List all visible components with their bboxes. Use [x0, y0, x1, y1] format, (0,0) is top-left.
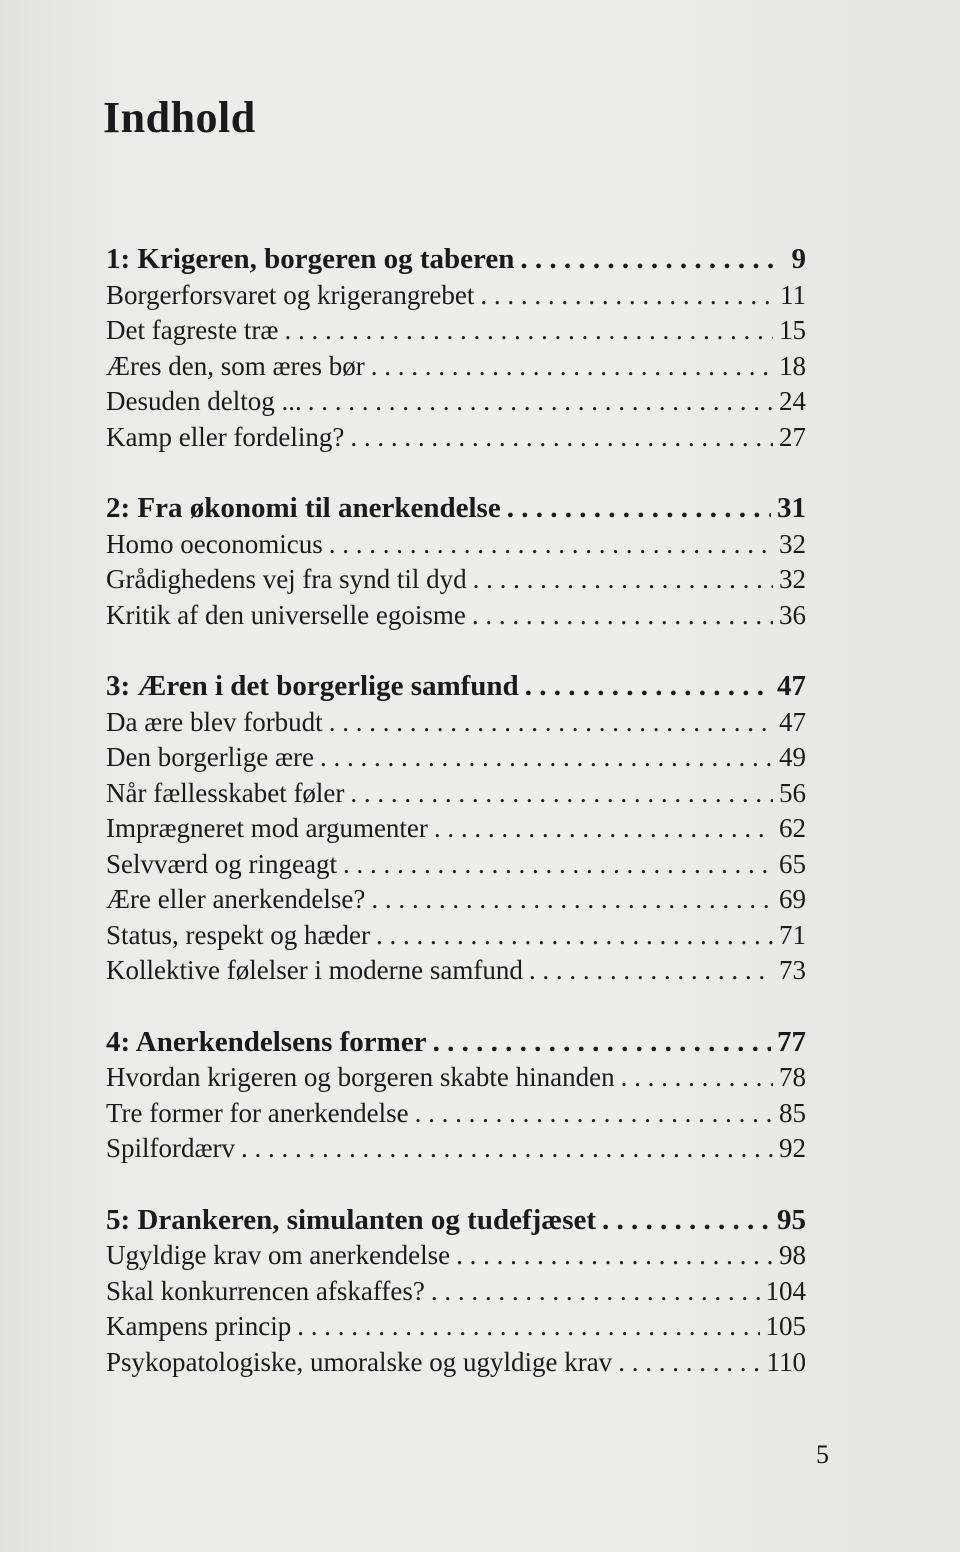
- toc-entry-title: Kamp eller fordeling?: [106, 421, 345, 452]
- toc-entry: [106, 562, 806, 598]
- toc-entry: [106, 882, 806, 918]
- toc-entry: [106, 278, 806, 314]
- toc-chapter-title: 3: Æren i det borgerlige samfund: [106, 670, 519, 702]
- toc-entry-title: Homo oeconomicus: [106, 528, 323, 559]
- toc-entry-title: Grådighedens vej fra synd til dyd: [106, 564, 467, 594]
- dot-leader: [320, 740, 773, 776]
- toc-entry: [106, 420, 806, 456]
- dot-leader: [329, 527, 773, 563]
- toc-page-number: 105: [765, 1311, 806, 1341]
- toc-page-number: 32: [779, 528, 806, 559]
- dot-leader: [507, 491, 771, 527]
- toc-page-number: 15: [779, 315, 806, 345]
- toc-page-number: 71: [779, 919, 806, 950]
- dot-leader: [520, 242, 776, 278]
- toc-entry: [106, 1060, 806, 1096]
- toc-page-number: 69: [779, 884, 806, 914]
- toc-section-5: [106, 1203, 806, 1381]
- toc-page-number: 32: [779, 564, 806, 594]
- dot-leader: [376, 918, 773, 954]
- toc-entry: [106, 953, 806, 989]
- toc-chapter-heading: [106, 1025, 806, 1061]
- toc-entry-title: Skal konkurrencen afskaffes?: [106, 1275, 425, 1306]
- toc-entry-title: Imprægneret mod argumenter: [106, 813, 428, 843]
- toc-entry: [106, 847, 806, 883]
- toc-entry: [106, 1131, 806, 1167]
- dot-leader: [241, 1131, 773, 1167]
- toc-page-number: 11: [780, 279, 806, 310]
- toc-entry-title: Selvværd og ringeagt: [106, 848, 337, 879]
- toc-page-number: 77: [777, 1025, 806, 1058]
- toc-page-number: 98: [779, 1240, 806, 1270]
- dot-leader: [371, 882, 773, 918]
- dot-leader: [329, 705, 773, 741]
- dot-leader: [525, 669, 771, 705]
- toc-chapter-title: 2: Fra økonomi til anerkendelse: [106, 492, 501, 524]
- page-number: 5: [816, 1440, 829, 1469]
- toc-entry: [106, 349, 806, 385]
- toc-entry: [106, 1345, 806, 1381]
- toc-page-number: 56: [779, 777, 806, 808]
- toc-page-number: 49: [779, 742, 806, 772]
- dot-leader: [529, 953, 773, 989]
- toc-entry: [106, 313, 806, 349]
- toc-entry-title: Ære eller anerkendelse?: [106, 884, 366, 914]
- dot-leader: [431, 1274, 760, 1310]
- toc-chapter-heading: [106, 669, 806, 705]
- toc-page-number: 104: [765, 1275, 806, 1306]
- toc-entry: [106, 918, 806, 954]
- toc-entry-title: Kritik af den universelle egoisme: [106, 599, 466, 630]
- dot-leader: [621, 1060, 773, 1096]
- toc-entry-title: Spilfordærv: [106, 1133, 236, 1163]
- toc-entry-title: Den borgerlige ære: [106, 742, 314, 772]
- toc-entry: [106, 1309, 806, 1345]
- toc-chapter-title: 5: Drankeren, simulanten og tudefjæset: [106, 1203, 597, 1236]
- toc-page-number: 31: [777, 492, 806, 524]
- toc-page-number: 47: [779, 706, 806, 737]
- toc-entry-title: Borgerforsvaret og krigerangrebet: [106, 279, 475, 310]
- toc-entry: [106, 1274, 806, 1310]
- toc-entry: [106, 1096, 806, 1132]
- toc-section-1: [106, 242, 806, 455]
- toc-entry: [106, 384, 806, 420]
- toc-entry-title: Kollektive følelser i moderne samfund: [106, 955, 523, 985]
- toc-section-2: [106, 491, 806, 633]
- dot-leader: [371, 349, 773, 385]
- toc-entry: [106, 811, 806, 847]
- toc-entry: [106, 776, 806, 812]
- toc-entry-title: Æres den, som æres bør: [106, 350, 365, 381]
- toc-entry-title: Da ære blev forbudt: [106, 706, 323, 737]
- dot-leader: [472, 598, 773, 634]
- toc-chapter-title: 4: Anerkendelsens former: [106, 1025, 427, 1058]
- toc-entry: [106, 527, 806, 563]
- toc-entry-title: Desuden deltog ...: [106, 386, 302, 416]
- toc-chapter-title: 1: Krigeren, borgeren og taberen: [106, 243, 515, 275]
- dot-leader: [343, 847, 773, 883]
- toc-page-number: 78: [779, 1062, 806, 1092]
- toc-entry: [106, 1238, 806, 1274]
- toc-entry-title: Hvordan krigeren og borgeren skabte hinanden: [106, 1062, 615, 1092]
- toc-chapter-heading: [106, 1203, 806, 1239]
- dot-leader: [308, 384, 773, 420]
- toc-entry: [106, 705, 806, 741]
- toc-entry-title: Psykopatologiske, umoralske og ugyldige krav: [106, 1346, 613, 1377]
- toc-entry-title: Tre former for anerkendelse: [106, 1097, 409, 1128]
- dot-leader: [284, 313, 773, 349]
- toc-page-number: 24: [779, 386, 806, 416]
- toc-entry-title: Når fællesskabet føler: [106, 777, 345, 808]
- toc-page-number: 27: [779, 421, 806, 452]
- dot-leader: [618, 1345, 760, 1381]
- toc-entry: [106, 598, 806, 634]
- toc-entry-title: Ugyldige krav om anerkendelse: [106, 1240, 451, 1270]
- toc-page-number: 47: [777, 670, 806, 702]
- toc-page-number: 95: [777, 1203, 806, 1236]
- toc-page-number: 92: [779, 1133, 806, 1163]
- dot-leader: [480, 278, 774, 314]
- toc-entry-title: Kampens princip: [106, 1311, 292, 1341]
- dot-leader: [350, 776, 773, 812]
- toc-section-4: [106, 1025, 806, 1167]
- toc-page-number: 62: [779, 813, 806, 843]
- dot-leader: [350, 420, 773, 456]
- dot-leader: [415, 1096, 773, 1132]
- toc-section-3: [106, 669, 806, 989]
- toc-chapter-heading: [106, 242, 806, 278]
- page-title: Indhold: [103, 93, 256, 142]
- toc-page-number: 65: [779, 848, 806, 879]
- toc-page-number: 85: [779, 1097, 806, 1128]
- toc-entry-title: Det fagreste træ: [106, 315, 279, 345]
- toc-chapter-heading: [106, 491, 806, 527]
- toc-page-number: 18: [779, 350, 806, 381]
- dot-leader: [297, 1309, 759, 1345]
- dot-leader: [434, 811, 773, 847]
- toc-page-number: 73: [779, 955, 806, 985]
- toc-page-number: 36: [779, 599, 806, 630]
- dot-leader: [433, 1025, 771, 1061]
- toc-page-number: 110: [766, 1346, 806, 1377]
- dot-leader: [473, 562, 773, 598]
- dot-leader: [602, 1203, 771, 1239]
- dot-leader: [456, 1238, 773, 1274]
- table-of-contents: [106, 242, 806, 1416]
- toc-page-number: 9: [791, 243, 806, 275]
- toc-entry-title: Status, respekt og hæder: [106, 919, 370, 950]
- toc-entry: [106, 740, 806, 776]
